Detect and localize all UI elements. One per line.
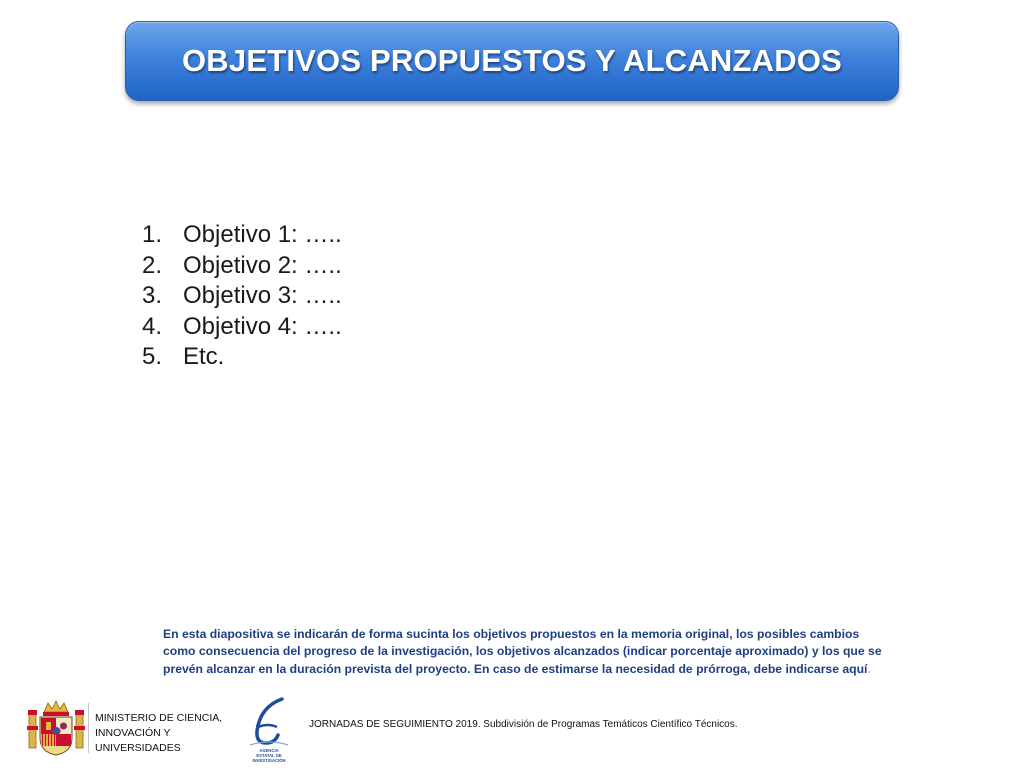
objective-item xyxy=(142,220,342,251)
instruction-note xyxy=(163,626,893,678)
objective-number: 2. xyxy=(142,251,163,279)
objective-label: Objetivo 4: ….. xyxy=(183,312,342,340)
ministry-line: UNIVERSIDADES xyxy=(95,742,181,754)
objective-label: Etc. xyxy=(183,343,225,370)
objective-item xyxy=(142,312,342,343)
objective-number: 4. xyxy=(142,312,163,340)
objective-label: Objetivo 1: ….. xyxy=(183,221,342,248)
objective-label: Objetivo 2: ….. xyxy=(183,251,342,279)
spain-coat-of-arms-icon xyxy=(27,700,85,756)
slide-title: OBJETIVOS PROPUESTOS Y ALCANZADOS xyxy=(181,43,843,78)
footer-event-text: JORNADAS DE SEGUIMIENTO 2019. Subdivisión de Programas Temáticos Científico Técnicos. xyxy=(309,719,738,730)
footer-divider xyxy=(88,703,89,753)
objective-item xyxy=(142,281,342,312)
aei-logo-icon xyxy=(248,697,290,765)
ministry-name xyxy=(95,711,222,756)
ministry-line: MINISTERIO DE CIENCIA, xyxy=(95,712,223,724)
objective-item xyxy=(142,251,342,282)
objective-item xyxy=(142,342,342,373)
ministry-line: INNOVACIÓN Y xyxy=(95,727,171,739)
title-banner xyxy=(125,21,899,101)
objective-number: 3. xyxy=(142,282,163,309)
objectives-list xyxy=(142,220,342,373)
instruction-note-text: En esta diapositiva se indicarán de forma sucinta los objetivos propuestos en la memoria original, los posibles cambios como consecuencia del progreso de la investigación, los objetivos alcanzados (indicar porcentaje aproximado) y los que se prevén alcanzar en la duración prevista del proyecto. En caso de estimarse la necesidad de prórroga, debe indicarse aquí xyxy=(163,627,882,676)
objective-number: 1. xyxy=(142,221,163,248)
agency-logo-line: ESTATAL DE xyxy=(256,753,282,758)
agency-logo-line: INVESTIGACIÓN xyxy=(252,758,286,763)
objective-label: Objetivo 3: ….. xyxy=(183,282,342,309)
instruction-note-trailing: . xyxy=(867,661,871,676)
objective-number: 5. xyxy=(142,343,163,370)
agency-logo-line: AGENCIA xyxy=(259,748,279,753)
